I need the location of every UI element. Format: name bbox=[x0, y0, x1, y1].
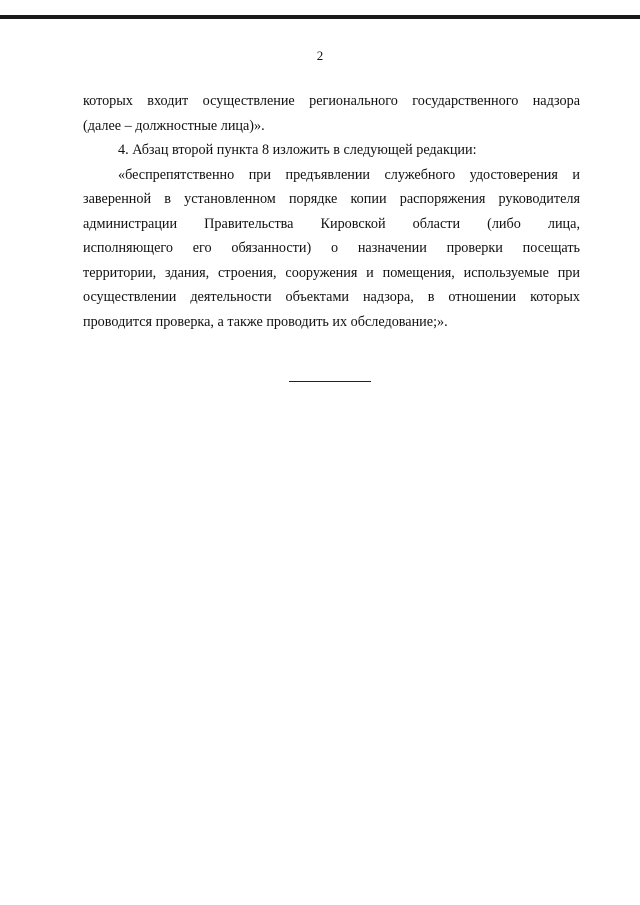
text-line: осуществлении деятельности объектами надзора, в отношении которых bbox=[83, 289, 580, 305]
text-line: «беспрепятственно при предъявлении служебного удостоверения и bbox=[118, 166, 580, 183]
text-line: заверенной в установленном порядке копии распоряжения руководителя bbox=[83, 191, 580, 207]
text-line: 4. Абзац второй пункта 8 изложить в следующей редакции: bbox=[118, 142, 477, 158]
top-border-line bbox=[0, 15, 640, 19]
document-body bbox=[83, 89, 580, 334]
text-line: проводится проверка, а также проводить их обследование;». bbox=[83, 313, 448, 330]
text-line: которых входит осуществление регионального государственного надзора bbox=[83, 93, 580, 109]
text-line: исполняющего его обязанности) о назначении проверки посещать bbox=[83, 240, 580, 256]
page-number: 2 bbox=[316, 48, 324, 63]
text-line: (далее – должностные лица)». bbox=[83, 117, 265, 134]
text-line: администрации Правительства Кировской области (либо лица, bbox=[83, 215, 580, 232]
text-line: территории, здания, строения, сооружения и помещения, используемые при bbox=[83, 264, 580, 281]
section-divider bbox=[289, 381, 371, 382]
